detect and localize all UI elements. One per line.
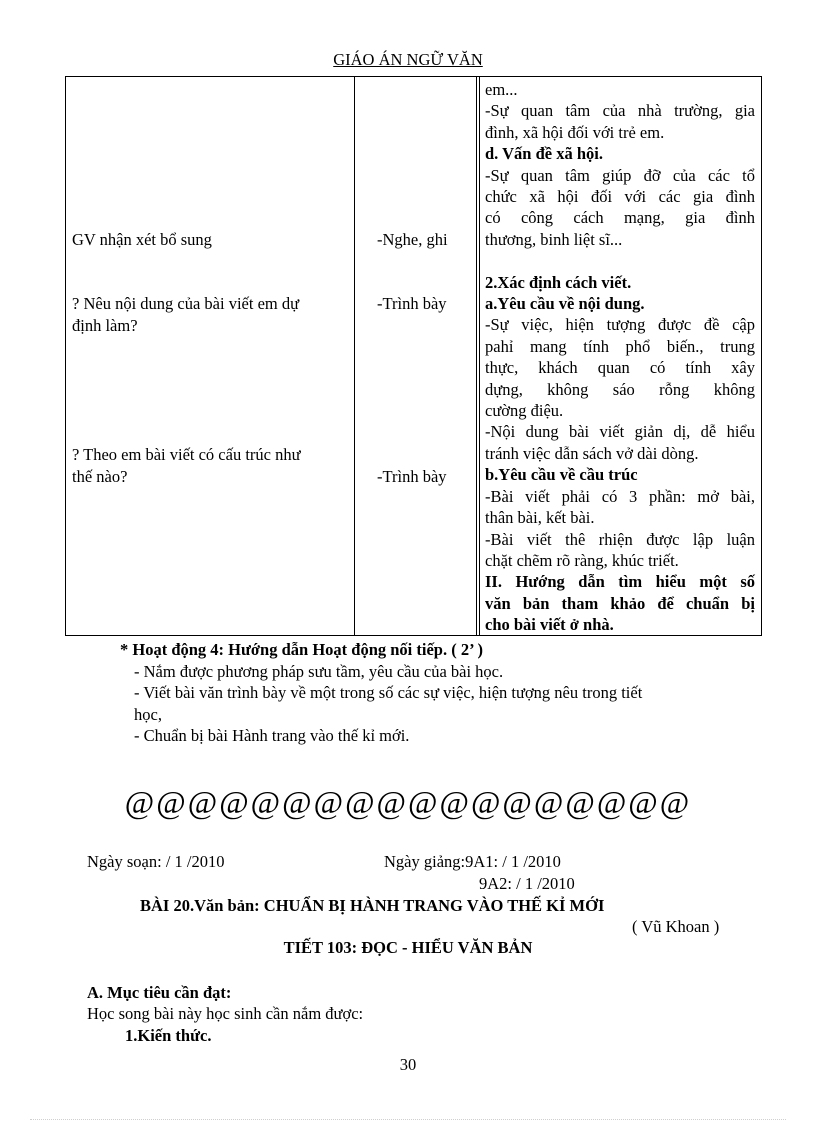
teacher-remark: GV nhận xét bổ sung	[72, 230, 212, 249]
activity-item-cont: học,	[134, 704, 162, 724]
content-line: -Sự quan tâm giúp đỡ của các tổ	[485, 165, 755, 185]
content-line: tránh việc dẫn sách vở dài dòng.	[485, 443, 699, 463]
content-line: thân bài, kết bài.	[485, 508, 595, 528]
content-line: chức xã hội đối với các gia đình	[485, 187, 755, 207]
activity-item: - Nắm được phương pháp sưu tầm, yêu cầu của bài học.	[134, 661, 504, 681]
content-line: -Sự quan tâm của nhà trường, gia	[485, 101, 755, 121]
question-structure-cont: thế nào?	[72, 467, 128, 486]
content-heading: văn bản tham khảo để chuẩn bị	[485, 593, 755, 613]
content-line: -Bài viết thê rhiện được lập luận	[485, 529, 755, 549]
column-divider-1	[354, 77, 355, 635]
page-number: 30	[399, 1055, 417, 1074]
activity-item: - Viết bài văn trình bày về một trong số các sự việc, hiện tượng nêu trong tiết	[134, 683, 643, 703]
content-spacer	[485, 250, 755, 271]
activity-item: - Chuẩn bị bài Hành trang vào thế kỉ mới.	[134, 726, 410, 746]
question-content-cont: định làm?	[72, 316, 138, 335]
content-heading: 2.Xác định cách viết.	[485, 272, 632, 292]
content-heading: a.Yêu cầu về nội dung.	[485, 294, 645, 314]
content-line: thương, binh liệt sĩ...	[485, 229, 623, 249]
student-activity-present-2: -Trình bày	[377, 467, 447, 486]
question-structure: ? Theo em bài viết có cấu trúc như	[72, 445, 301, 464]
content-line: -Nội dung bài viết giản dị, dễ hiểu	[485, 422, 755, 442]
lesson-table	[65, 76, 762, 636]
intro-text: Học song bài này học sinh cần nắm được:	[87, 1004, 364, 1023]
question-content: ? Nêu nội dung của bài viết em dự	[72, 294, 300, 313]
column-divider-2	[476, 77, 477, 635]
content-line: chặt chẽm rõ ràng, khúc triết.	[485, 550, 679, 570]
student-activity-listen: -Nghe, ghi	[377, 230, 448, 249]
separator: @@@@@@@@@@@@@@@@@@	[124, 784, 692, 820]
student-activity-present: -Trình bày	[377, 294, 447, 313]
content-heading: d. Vấn đề xã hội.	[485, 144, 603, 164]
content-column	[485, 79, 755, 636]
section-a-heading: A. Mục tiêu cần đạt:	[87, 983, 232, 1002]
content-heading: cho bài viết ở nhà.	[485, 615, 614, 635]
column-divider-2b	[479, 77, 480, 635]
page-bottom-border	[30, 1119, 786, 1120]
date-taught-9a2: 9A2: / 1 /2010	[479, 874, 575, 893]
content-line: thực, khách quan có tính xây	[485, 358, 755, 378]
activity-title: * Hoạt động 4: Hướng dẫn Hoạt động nối tiếp. ( 2’ )	[120, 640, 483, 659]
content-line: em...	[485, 80, 518, 99]
knowledge-heading: 1.Kiến thức.	[125, 1026, 212, 1045]
content-line: -Sự việc, hiện tượng được đề cập	[485, 315, 755, 335]
content-line: có công cách mạng, gia đình	[485, 208, 755, 228]
page-header: GIÁO ÁN NGỮ VĂN	[333, 50, 483, 69]
period-title: TIẾT 103: ĐỌC - HIỂU VĂN BẢN	[283, 938, 533, 957]
content-line: -Bài viết phải có 3 phần: mở bài,	[485, 486, 755, 506]
content-line: pahỉ mang tính phổ biến., trung	[485, 336, 755, 356]
content-line: đình, xã hội đối với trẻ em.	[485, 122, 665, 142]
content-heading: b.Yêu cầu về cầu trúc	[485, 465, 638, 485]
content-line: dựng, không sáo rỗng không	[485, 379, 755, 399]
activity-section	[120, 639, 642, 747]
content-line: cường điệu.	[485, 401, 564, 421]
author: ( Vũ Khoan )	[632, 917, 720, 936]
content-heading: II. Hướng dẫn tìm hiểu một số	[485, 572, 755, 592]
date-prepared: Ngày soạn: / 1 /2010	[87, 852, 225, 871]
lesson-title: BÀI 20.Văn bản: CHUẨN BỊ HÀNH TRANG VÀO THẾ KỈ MỚI	[140, 896, 605, 915]
date-taught-9a1: Ngày giảng:9A1: / 1 /2010	[384, 852, 561, 871]
